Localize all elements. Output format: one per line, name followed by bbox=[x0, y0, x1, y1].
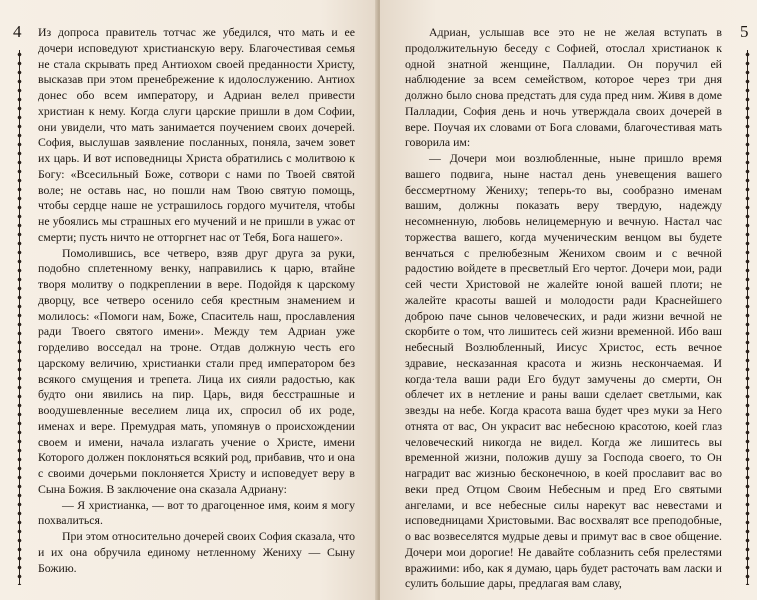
right-page-text bbox=[405, 25, 722, 592]
left-page-text bbox=[38, 25, 355, 576]
paragraph: При этом относительно дочерей своих София сказала, что и их она обручила единому нетленному Жениху — Сыну Божию. bbox=[38, 529, 355, 575]
paragraph: — Я христианка, — вот то драгоценное имя, коим я могу похвалиться. bbox=[38, 497, 355, 528]
paragraph: Адриан, услышав все это не не желая вступать в продолжительную беседу с Софией, отослал христианок к одной знатной женщине, Палладии. Он поручил ей наблюдение за всем семейством, которое через три дня должно было снова предстать для суда пред ним. Живя в доме Палладии, София день и ночь утверждала своих дочерей в вере. Поучая их словами от Бога словами, благочестивая мать говорила им: bbox=[405, 25, 722, 150]
page-number-left: 4 bbox=[13, 22, 22, 41]
paragraph: Помолившись, все четверо, взяв друг друга за руки, подобно сплетенному венку, направились к царю, втайне творя молитву о подкреплении в вере. Подойдя к царскому дворцу, все четверо осенило себя крестным знамением и молилось: «Помоги нам, Боже, Спаситель наш, прославления ради Твоего святого имени». Между тем Адриан уже горделиво восседал на троне. Отдав должную честь его царскому величию, христианки стали пред императором без всякого смущения и трепета. Лица их сияли радостью, как будто они явились на пир. Царь, видя бесстрашные и воодушевленные веселием лица их, спросил об их роде, именах и вере. Премудрая мать, упомянув о происхождении своем и имени, начала излагать учение о Христе, имени Которого должен поклоняться всякий род, прибавив, что и она с своими дочерьми поклоняется Христу и исповедует веру в Сына Божия. В заключение она сказала Адриану: bbox=[38, 245, 355, 496]
left-page bbox=[0, 0, 377, 600]
paragraph: Из допроса правитель тотчас же убедился, что мать и ее дочери исповедуют христианскую веру. Благочестивая семья не стала скрывать пред Антиохом своей преданности Христу, высказав при этом пренебрежение к идолослужению. Антиох донес обо всем императору, и Адриан велел привести христиан к нему. Когда слуги царские пришли в дом Софии, они увидели, что мать занимается поучением своих дочерей. София, выслушав заявление посланных, поняла, зачем зовет их царь. И вот исповедницы Христа обратились с молитвою к Богу: «Всесильный Боже, сотвори с нами по Твоей святой воле; не оставь нас, но пошли нам Твою святую помощь, чтобы сердце наше не устрашилось гордого мучителя, чтобы не убоялись мы страшных его мучений и не пришли в ужас от смерти; пусть ничто не отторгнет нас от Тебя, Бога нашего». bbox=[38, 25, 355, 244]
ornamental-border-left-icon bbox=[15, 50, 24, 585]
page-number-right: 5 bbox=[740, 22, 749, 41]
ornamental-border-right-icon bbox=[743, 50, 752, 585]
right-page bbox=[380, 0, 757, 600]
paragraph: — Дочери мои возлюбленные, ныне пришло время вашего подвига, ныне настал день уневещения вашего бессмертному Жениху; теперь-то вы, сообразно именам вашим, должны показать веру твердую, надежду несомненную, любовь нелицемерную и вечную. Настал час торжества вашего, когда мученическим венцом вы будете венчаться с прелюбезным Женихом своим и с вечной радостию войдете в пресветлый Его чертог. Дочери мои, ради сей чести Христовой не жалейте юной вашей плоти; не жалейте красоты вашей и молодости ради Краснейшего доброю паче сынов человеческих, и ради жизни вечной не скорбите о том, что лишитесь сей жизни временной. Ибо ваш небесный Возлюбленный, Иисус Христос, есть вечное здравие, несказанная красота и жизнь нескончаемая. И когда·тела ваши ради Его будут замучены до смерти, Он облечет их в нетление и раны ваши сделает светлыми, как звезды на небе. Когда красота ваша будет чрез муки за Него отнята от вас, Он украсит вас небесною красотою, коей глаз человеческий никогда не видел. Когда же лишитесь вы временной жизни, положив душу за Господа своего, то Он наградит вас жизнью бесконечною, в коей прославит вас во веки пред Отцом Своим Небесным и пред Его святыми ангелами, и все небесные силы нарекут вас невестами и исповедницами Христовыми. Вас восхвалят все преподобные, о вас возвеселятся мудрые девы и примут вас в свое общение. Дочери мои дорогие! Не давайте соблазнить себя прелестями вражиими: ибо, как я думаю, царь будет расточать вам ласки и сулить большие дары, предлагая вам славу, bbox=[405, 151, 722, 591]
